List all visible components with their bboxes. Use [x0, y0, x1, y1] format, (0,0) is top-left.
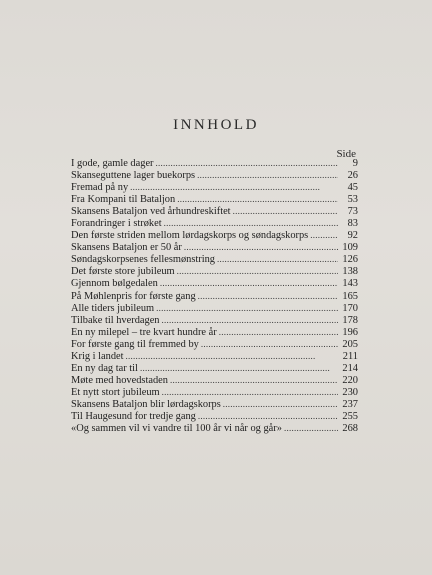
toc-entry-page: 220: [342, 374, 358, 386]
toc-entry-title: Et nytt stort jubileum: [71, 386, 160, 398]
toc-dot-leader: [184, 241, 338, 253]
toc-entry-page: 92: [347, 230, 358, 242]
toc-entry-title: Tilbake til hverdagen: [71, 314, 160, 326]
toc-entry: [71, 241, 358, 253]
toc-entry-title: Alle tiders jubileum: [71, 302, 155, 314]
toc-dot-leader: [310, 229, 338, 241]
toc-entry-title: En ny milepel – tre kvart hundre år: [71, 326, 217, 338]
toc-dot-leader: [198, 290, 338, 302]
toc-entry: [71, 398, 358, 410]
toc-entry-page: 230: [342, 386, 358, 398]
table-of-contents: [71, 157, 358, 434]
page-title: INNHOLD: [173, 117, 259, 133]
toc-entry-title: Til Haugesund for tredje gang: [71, 410, 196, 422]
toc-entry-page: 205: [342, 338, 358, 350]
toc-entry-title: På Møhlenpris for første gang: [71, 290, 196, 302]
toc-entry: [71, 302, 358, 314]
toc-entry: [71, 326, 358, 338]
toc-entry-page: 255: [342, 410, 358, 422]
toc-entry-page: 45: [347, 182, 358, 194]
toc-entry-title: Skansens Bataljon blir lørdagskorps: [71, 398, 221, 410]
toc-entry-page: 126: [342, 254, 358, 266]
toc-entry-title: Søndagskorpsenes fellesmønstring: [71, 254, 216, 266]
toc-dot-leader: [223, 398, 338, 410]
toc-entry: [71, 205, 358, 217]
toc-dot-leader: [156, 302, 338, 314]
toc-entry-page: 268: [342, 423, 358, 435]
toc-entry: [71, 217, 358, 229]
toc-entry-title: En ny dag tar til: [71, 362, 138, 374]
toc-entry-page: 214: [342, 362, 358, 374]
toc-entry-page: 143: [342, 278, 358, 290]
toc-entry: [71, 410, 358, 422]
toc-entry: [71, 277, 358, 289]
toc-entry: [71, 181, 358, 193]
toc-entry: [71, 386, 358, 398]
toc-entry-page: 138: [342, 266, 358, 278]
toc-dot-leader: [130, 181, 338, 193]
toc-dot-leader: [160, 277, 338, 289]
toc-entry-title: Møte med hovedstaden: [71, 374, 168, 386]
toc-entry-title: Forandringer i strøket: [71, 218, 162, 230]
toc-entry-page: 9: [352, 158, 358, 169]
toc-entry-title: «Og sammen vil vi vandre til 100 år vi når og går»: [71, 423, 282, 435]
toc-entry-page: 73: [347, 206, 358, 218]
toc-dot-leader: [284, 422, 338, 434]
toc-entry-page: 26: [347, 170, 358, 182]
toc-entry-title: Krig i landet: [71, 350, 124, 362]
toc-entry: [71, 350, 358, 362]
toc-dot-leader: [126, 350, 338, 362]
toc-dot-leader: [177, 193, 338, 205]
toc-dot-leader: [156, 157, 338, 169]
toc-entry: [71, 314, 358, 326]
toc-entry-page: 237: [342, 398, 358, 410]
toc-entry: [71, 362, 358, 374]
toc-dot-leader: [164, 217, 338, 229]
toc-entry: [71, 253, 358, 265]
toc-entry-title: Fremad på ny: [71, 182, 129, 194]
toc-entry-title: Skansens Bataljon er 50 år: [71, 242, 182, 254]
toc-entry: [71, 338, 358, 350]
toc-dot-leader: [233, 205, 338, 217]
toc-dot-leader: [162, 386, 338, 398]
toc-entry-title: Det første store jubileum: [71, 266, 175, 278]
page-column-label: Side: [336, 148, 356, 160]
toc-entry-page: 196: [342, 326, 358, 338]
toc-entry: [71, 169, 358, 181]
toc-dot-leader: [201, 338, 338, 350]
toc-entry-title: Gjennom bølgedalen: [71, 278, 158, 290]
toc-entry-title: Skansens Bataljon ved århundreskiftet: [71, 206, 231, 218]
toc-entry-page: 83: [347, 218, 358, 230]
toc-dot-leader: [198, 410, 338, 422]
toc-dot-leader: [217, 253, 338, 265]
toc-dot-leader: [162, 314, 339, 326]
toc-entry: [71, 422, 358, 434]
toc-entry-page: 109: [342, 242, 358, 254]
toc-entry-page: 170: [342, 302, 358, 314]
toc-dot-leader: [140, 362, 338, 374]
toc-entry-title: Skanseguttene lager buekorps: [71, 170, 196, 182]
toc-entry-page: 53: [347, 194, 358, 206]
toc-dot-leader: [177, 265, 338, 277]
toc-entry: [71, 265, 358, 277]
toc-entry-page: 165: [342, 290, 358, 302]
toc-entry: [71, 374, 358, 386]
toc-dot-leader: [197, 169, 338, 181]
toc-entry-title: Den første striden mellom lørdagskorps og søndagskorps: [71, 230, 309, 242]
toc-entry: [71, 193, 358, 205]
toc-entry: [71, 229, 358, 241]
toc-entry-page: 211: [342, 350, 358, 362]
toc-entry-title: For første gang til fremmed by: [71, 338, 199, 350]
toc-dot-leader: [219, 326, 338, 338]
toc-entry: [71, 157, 358, 169]
toc-entry-title: Fra Kompani til Bataljon: [71, 194, 176, 206]
toc-entry: [71, 290, 358, 302]
toc-entry-title: I gode, gamle dager: [71, 158, 154, 169]
toc-entry-page: 178: [342, 314, 358, 326]
toc-dot-leader: [170, 374, 338, 386]
